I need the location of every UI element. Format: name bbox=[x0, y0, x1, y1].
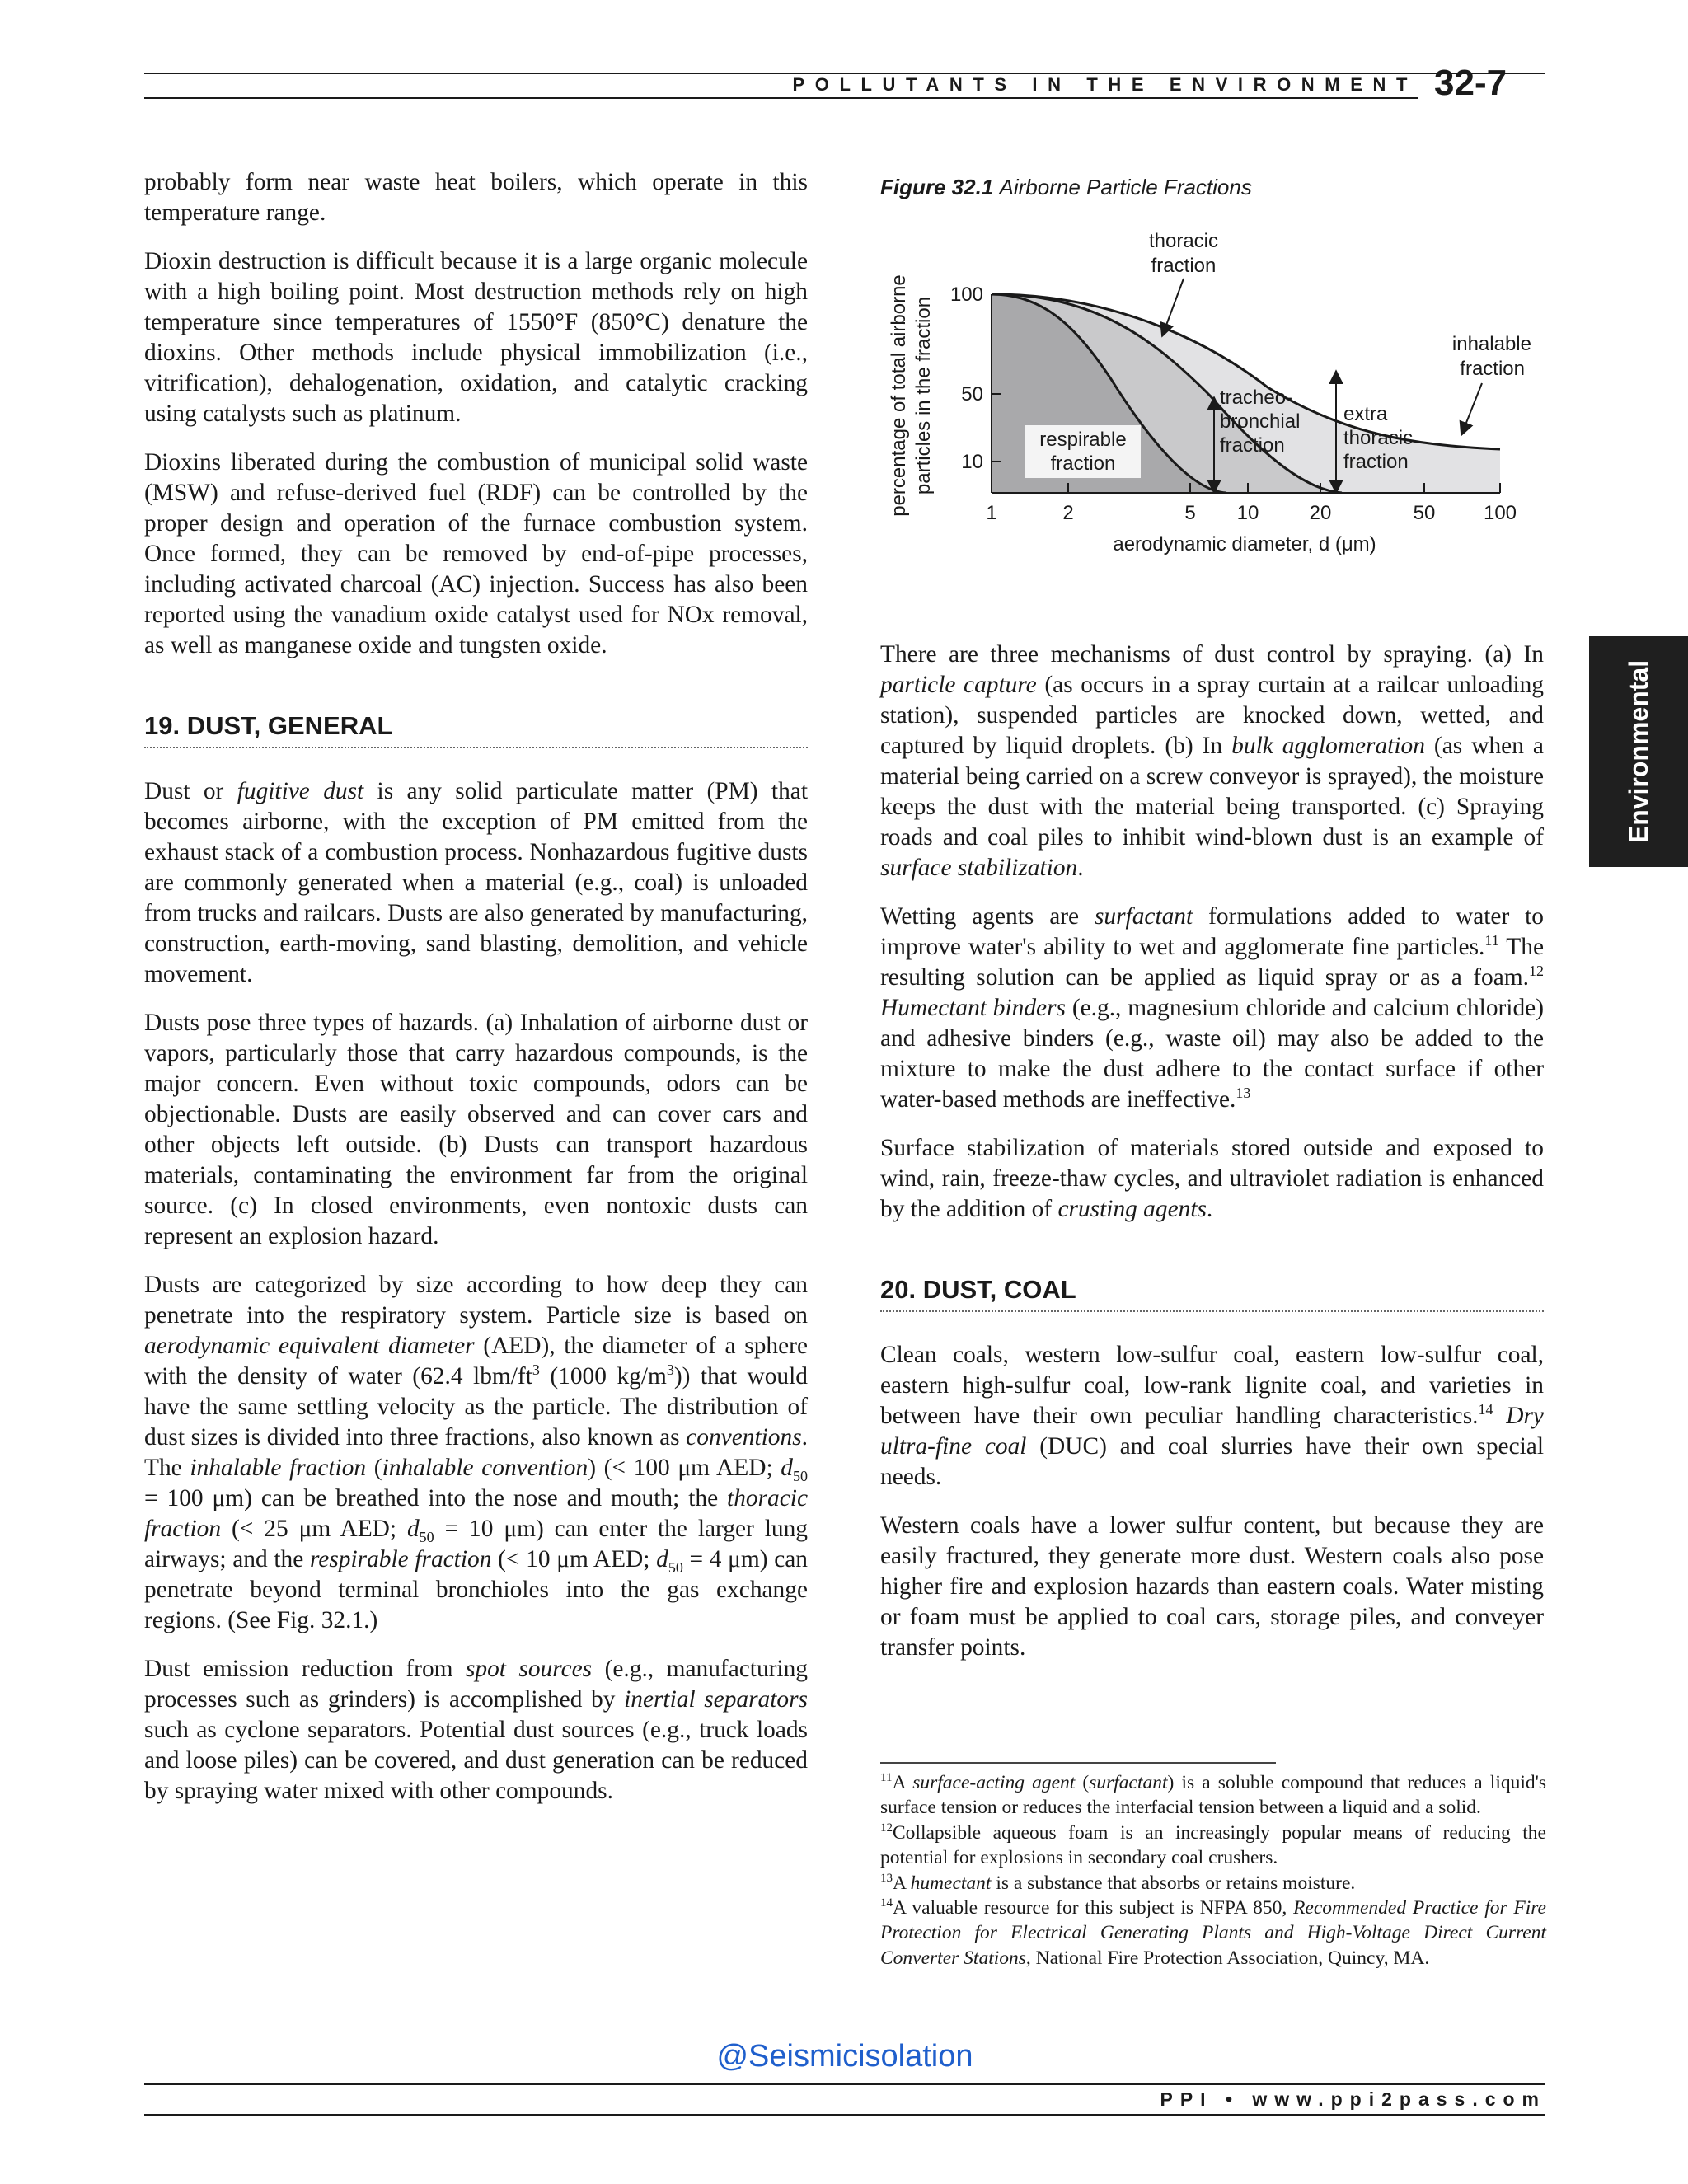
paragraph: Dust emission reduction from spot sources (e.g., manufacturing processes such as grinders) is accomplished by inertial separators such as cyclone separators. Potential dust sources (e.g., truck loads and loose piles) can be covered, and dust generation can be reduced by spraying water mixed with other compounds. bbox=[144, 1656, 808, 1804]
footer-rule-lower bbox=[144, 2114, 1545, 2116]
left-column bbox=[144, 167, 808, 1825]
watermark: @Seismicisolation bbox=[716, 2039, 973, 2074]
footer-text: PPI • www.ppi2pass.com bbox=[1160, 2088, 1546, 2110]
y-tick-label: 100 bbox=[950, 284, 983, 306]
respirable-label: respirable bbox=[1039, 429, 1127, 451]
x-tick-label: 1 bbox=[986, 502, 997, 524]
x-tick-label: 100 bbox=[1483, 502, 1517, 524]
extrathoracic-label: extra bbox=[1343, 403, 1388, 425]
paragraph: Wetting agents are surfactant formulations added to water to improve water's ability to wet and agglomerate fine particles.$^{11}$ The resulting solution can be applied as liquid spray or as a foam.$^{12}$ Humectant binders (e.g., magnesium chloride and calcium chloride) and adhesive binders (e.g., waste oil) may also be added to the mixture to make the dust adhere to the contact surface if other water-based methods are ineffective.$^{13}$ bbox=[880, 903, 1544, 1113]
footnote-11: $^{11}$A surface-acting agent (surfactant) is a soluble compound that reduces a liquid's surface tension or reduces the interfacial tension between a liquid and a solid. bbox=[880, 1771, 1547, 1819]
section-heading-20: 20. DUST, COAL bbox=[880, 1274, 1544, 1312]
footnote-13: $^{13}$A humectant is a substance that absorbs or retains moisture. bbox=[880, 1871, 1356, 1894]
respirable-label: fraction bbox=[1050, 452, 1116, 475]
thoracic-label: thoracic bbox=[1148, 230, 1219, 252]
x-tick-label: 10 bbox=[1236, 502, 1259, 524]
paragraph: Dusts pose three types of hazards. (a) Inhalation of airborne dust or vapors, particularly those that carry hazardous compounds, is the major concern. Even without toxic compounds, odors can be objectionable. Dusts are easily observed and can cover cars and other objects left outside. (b) Dusts can transport hazardous materials, contaminating the environment far from the original source. (c) In closed environments, even nontoxic dusts can represent an explosion hazard. bbox=[144, 1010, 808, 1249]
paragraph: Dioxin destruction is difficult because it is a large organic molecule with a high boiling point. Most destruction methods rely on high temperature since temperatures of 1550°F (850°C) denature the dioxins. Other methods include physical immobilization (i.e., vitrification), dehalogenation, oxidation, and catalytic cracking using catalysts such as platinum. bbox=[144, 248, 808, 427]
tracheobronchial-label: bronchial bbox=[1220, 410, 1301, 433]
paragraph: Dust or fugitive dust is any solid particulate matter (PM) that becomes airborne, with the exception of PM emitted from the exhaust stack of a combustion process. Nonhazardous fugitive dusts are commonly generated when a material (e.g., coal) is unloaded from trucks and railcars. Dusts are also generated by manufacturing, construction, earth-moving, sand blasting, demolition, and vehicle movement. bbox=[144, 778, 808, 987]
paragraph: Dioxins liberated during the combustion of municipal solid waste (MSW) and refuse-derived fuel (RDF) can be controlled by the proper design and operation of the furnace combustion system. Once formed, they can be removed by end-of-pipe processes, including activated charcoal (AC) injection. Success has also been reported using the vanadium oxide catalyst used for NOx removal, as well as manganese oxide and tungsten oxide. bbox=[144, 449, 808, 658]
paragraph: Dusts are categorized by size according to how deep they can penetrate into the respiratory system. Particle size is based on aerodynamic equivalent diameter (AED), the diameter of a sphere with the density of water (62.4 lbm/$ft^3$ (1000 $kg/m^3$)) that would have the same settling velocity as the particle. The distribution of dust sizes is divided into three fractions, also known as conventions. The inhalable fraction (inhalable convention) (< 100 μm AED; $d_{50} = 100$ μm) can be breathed into the nose and mouth; the thoracic fraction (< 25 μm AED; $d_{50} = 10$ μm) can enter the larger lung airways; and the respirable fraction (< 10 μm AED; $d_{50} = 4$ μm) can penetrate beyond terminal bronchioles into the gas exchange regions. (See Fig. 32.1.) bbox=[144, 1272, 808, 1633]
footnote-14: $^{14}$A valuable resource for this subject is NFPA 850, Recommended Practice for Fire Protection for Electrical Generating Plants and High-Voltage Direct Current Converter Stations, National Fire Protection Association, Quincy, MA. bbox=[880, 1896, 1546, 1969]
figure-32-1 bbox=[880, 173, 1556, 602]
figure-diagram bbox=[880, 214, 1556, 602]
footnote-12: $^{12}$Collapsible aqueous foam is an increasingly popular means of reducing the potential for explosions in secondary coal crushers. bbox=[880, 1821, 1546, 1869]
paragraph: probably form near waste heat boilers, which operate in this temperature range. bbox=[144, 169, 808, 226]
x-tick-label: 20 bbox=[1309, 502, 1332, 524]
y-tick-label: 50 bbox=[961, 383, 983, 405]
section-heading-19: 19. DUST, GENERAL bbox=[144, 710, 808, 748]
section-side-tab bbox=[1589, 636, 1688, 867]
right-column bbox=[880, 640, 1544, 1681]
x-tick-label: 50 bbox=[1413, 502, 1436, 524]
side-tab-label: Environmental bbox=[1624, 659, 1653, 844]
paragraph: Surface stabilization of materials stored outside and exposed to wind, rain, freeze-thaw cycles, and ultraviolet radiation is enhanced by the addition of crusting agents. bbox=[880, 1135, 1544, 1222]
inhalable-label: inhalable bbox=[1451, 333, 1531, 355]
thoracic-label: fraction bbox=[1151, 255, 1217, 277]
tracheobronchial-label: fraction bbox=[1220, 434, 1285, 457]
y-axis-label: particles in the fraction bbox=[912, 296, 935, 495]
y-tick-label: 10 bbox=[961, 451, 983, 473]
x-axis-label: aerodynamic diameter, d (μm) bbox=[1113, 533, 1376, 555]
page-number: 32-7 bbox=[1434, 63, 1507, 103]
paragraph: There are three mechanisms of dust control by spraying. (a) In particle capture (as occurs in a spray curtain at a railcar unloading station), suspended particles are knocked down, wetted, and captured by liquid droplets. (b) In bulk agglomeration (as when a material being carried on a screw conveyor is sprayed), the moisture keeps the dust with the material being transported. (c) Spraying roads and coal piles to inhibit wind-blown dust is an example of surface stabilization. bbox=[880, 641, 1544, 881]
thoracic-arrow bbox=[1162, 279, 1184, 336]
inhalable-label: fraction bbox=[1460, 358, 1525, 380]
tracheobronchial-label: tracheo- bbox=[1220, 387, 1293, 409]
figure-caption: Figure 32.1 Airborne Particle Fractions bbox=[880, 175, 1252, 199]
y-axis-label: percentage of total airborne bbox=[888, 274, 910, 517]
x-tick-label: 5 bbox=[1184, 502, 1196, 524]
paragraph: Western coals have a lower sulfur content, but because they are easily fractured, they generate more dust. Western coals also pose higher fire and explosion hazards than eastern coals. Water misting or foam must be applied to coal cars, storage piles, and conveyer transfer points. bbox=[880, 1512, 1544, 1661]
header-rule-lower bbox=[144, 97, 1418, 99]
inhalable-arrow bbox=[1461, 383, 1482, 435]
extrathoracic-label: thoracic bbox=[1343, 427, 1414, 449]
running-head: POLLUTANTS IN THE ENVIRONMENT bbox=[792, 74, 1418, 95]
x-tick-label: 2 bbox=[1062, 502, 1074, 524]
extrathoracic-label: fraction bbox=[1343, 451, 1409, 473]
footnotes bbox=[880, 1770, 1546, 1971]
paragraph: Clean coals, western low-sulfur coal, eastern low-sulfur coal, eastern high-sulfur coal, low-rank lignite coal, and varieties in between have their own peculiar handling characteristics.$^{14}$ Dry ultra-fine coal (DUC) and coal slurries have their own special needs. bbox=[880, 1342, 1545, 1490]
footnote-rule bbox=[880, 1762, 1276, 1764]
